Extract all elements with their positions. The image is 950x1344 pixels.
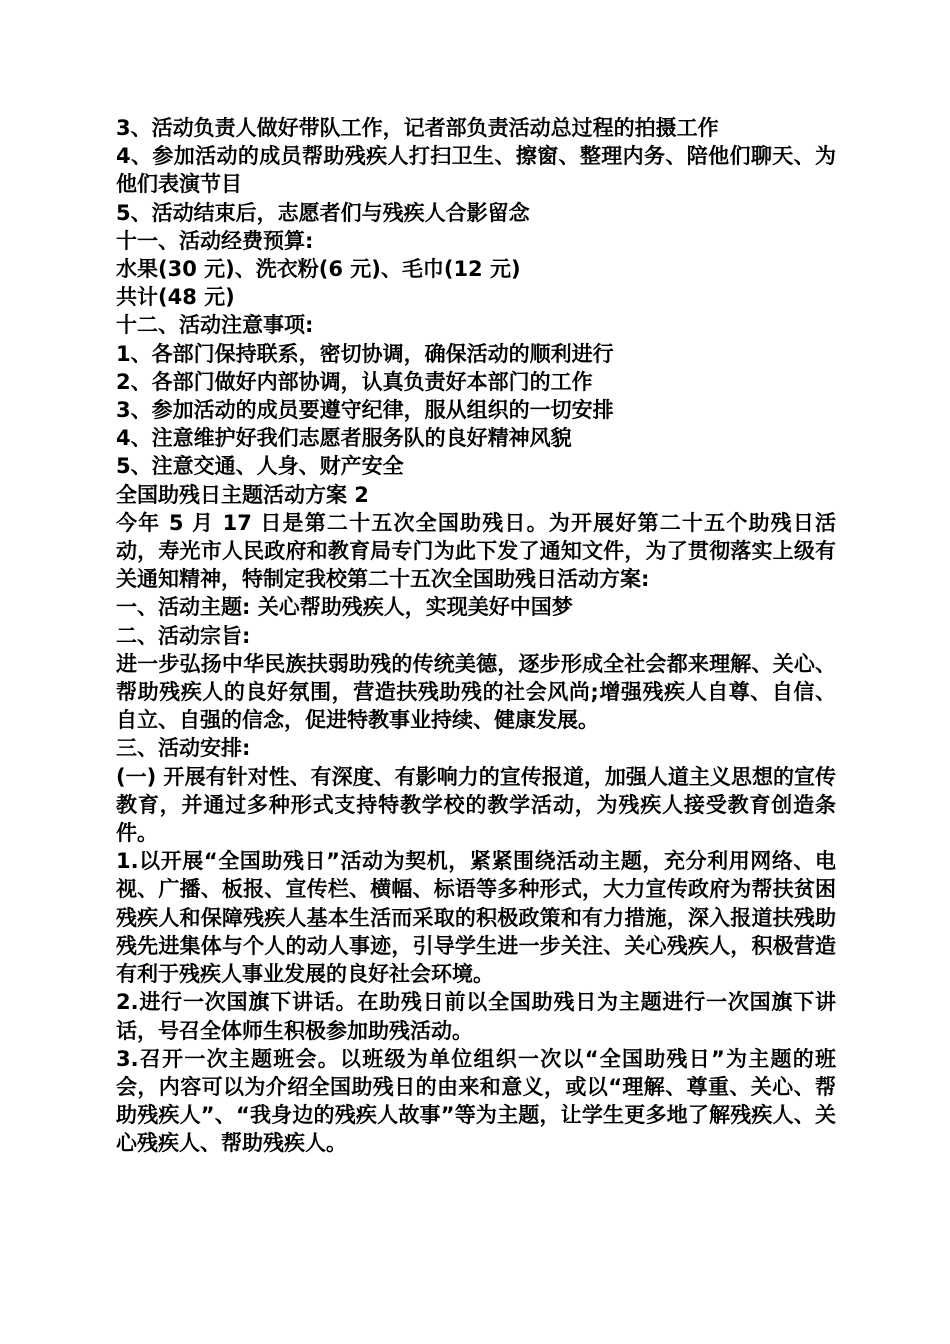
note-item-1: 1、各部门保持联系，密切协调，确保活动的顺利进行	[116, 341, 614, 366]
list-item-5: 5、活动结束后，志愿者们与残疾人合影留念	[116, 200, 530, 225]
list-item-4: 4、参加活动的成员帮助残疾人打扫卫生、擦窗、整理内务、陪他们聊天、为他们表演节目	[116, 144, 836, 197]
section-heading-purpose: 二、活动宗旨:	[116, 623, 251, 648]
intro-paragraph: 今年 5 月 17 日是第二十五次全国助残日。为开展好第二十五个助残日活动，寿光市人民政府和教育局专门为此下发了通知文件，为了贯彻落实上级有关通知精神，特制定我校第二十五次全国助残日活动方案:	[116, 510, 836, 592]
purpose-paragraph: 进一步弘扬中华民族扶弱助残的传统美德，逐步形成全社会都来理解、关心、 帮助残疾人的良好氛围，营造扶残助残的社会风尚;增强残疾人自尊、自信、自立、自强的信念，促进特教事业持续、健康发展。	[116, 651, 836, 733]
list-item-3: 3、活动负责人做好带队工作，记者部负责活动总过程的拍摄工作	[116, 116, 719, 140]
budget-items: 水果(30 元)、洗衣粉(6 元)、毛巾(12 元)	[116, 257, 521, 282]
section-heading-theme: 一、活动主题: 关心帮助残疾人，实现美好中国梦	[116, 595, 573, 620]
section-heading-arrangement: 三、活动安排:	[116, 736, 251, 761]
section-heading-notes: 十二、活动注意事项:	[116, 313, 314, 338]
note-item-3: 3、参加活动的成员要遵守纪律，服从组织的一切安排	[116, 398, 614, 423]
arrangement-item-2: 2.进行一次国旗下讲话。在助残日前以全国助残日为主题进行一次国旗下讲话，号召全体师生积极参加助残活动。	[116, 990, 836, 1043]
document-title-2: 全国助残日主题活动方案 2	[116, 482, 369, 507]
arrangement-item-1: 1.以开展“全国助残日”活动为契机，紧紧围绕活动主题，充分利用网络、电视、广播、板报、宣传栏、横幅、标语等多种形式，大力宣传政府为帮扶贫困残疾人和保障残疾人基本生活而采取的积极政策和有力措施，深入报道扶残助残先进集体与个人的动人事迹，引导学生进一步关注、关心残疾人，积极营造有利于残疾人事业发展的良好社会环境。	[116, 849, 836, 987]
arrangement-item-3: 3.召开一次主题班会。以班级为单位组织一次以“全国助残日”为主题的班会，内容可以为介绍全国助残日的由来和意义，或以“理解、尊重、关心、帮助残疾人”、“我身边的残疾人故事”等为主题，让学生更多地了解残疾人、关心残疾人、帮助残疾人。	[116, 1046, 836, 1156]
arrangement-part-1: (一) 开展有针对性、有深度、有影响力的宣传报道，加强人道主义思想的宣传教育，并通过多种形式支持特教学校的教学活动，为残疾人接受教育创造条件。	[116, 764, 836, 846]
section-heading-budget: 十一、活动经费预算:	[116, 228, 314, 253]
note-item-5: 5、注意交通、人身、财产安全	[116, 454, 404, 479]
budget-total: 共计(48 元)	[116, 285, 235, 310]
note-item-4: 4、注意维护好我们志愿者服务队的良好精神风貌	[116, 426, 572, 451]
note-item-2: 2、各部门做好内部协调，认真负责好本部门的工作	[116, 369, 593, 394]
document-body	[116, 114, 836, 1158]
